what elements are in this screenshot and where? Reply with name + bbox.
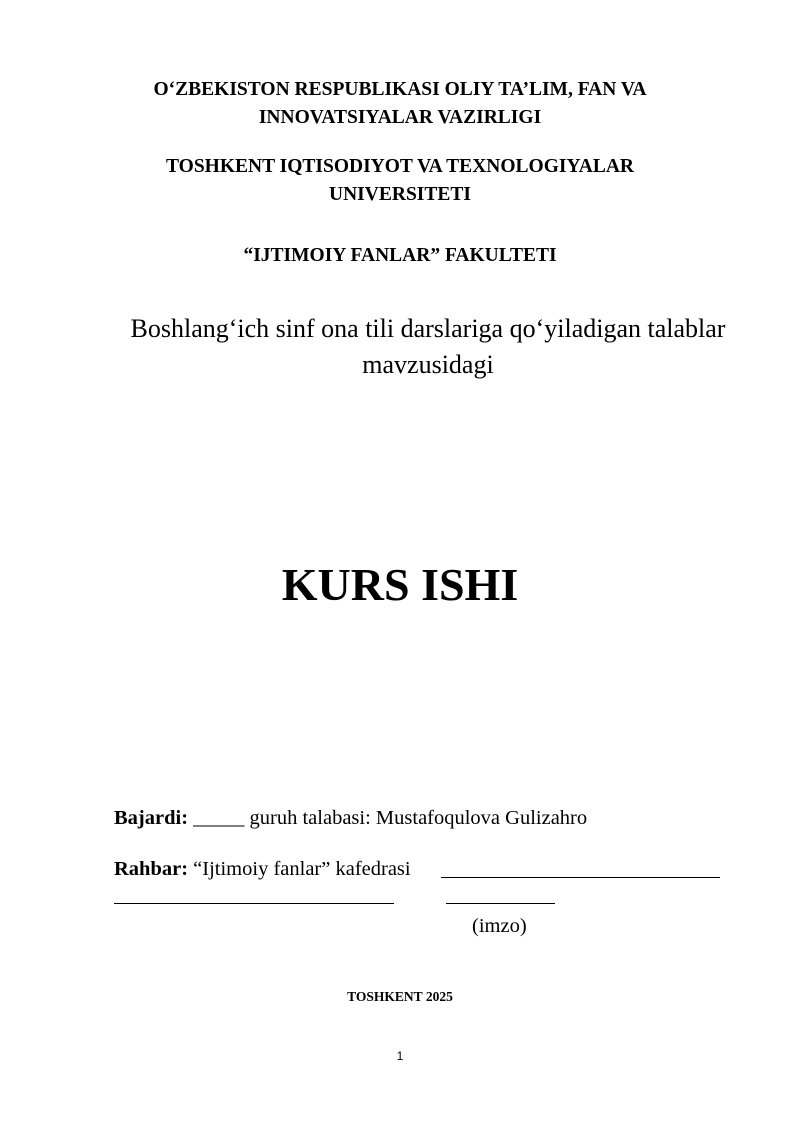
- ministry-title-line2: INNOVATSIYALAR VAZIRLIGI: [258, 107, 542, 128]
- ministry-title-line1: O‘ZBEKISTON RESPUBLIKASI OLIY TA’LIM, FAN VA: [153, 79, 647, 100]
- topic-title-line2: mavzusidagi: [362, 350, 494, 379]
- page-number: 1: [396, 1049, 404, 1063]
- supervisor-label: Rahbar:: [114, 858, 189, 880]
- topic-title: [0, 311, 800, 383]
- university-title-line2: UNIVERSITETI: [329, 184, 471, 205]
- city-year: TOSHKENT 2025: [347, 989, 453, 1004]
- supervisor-name-line: [441, 877, 720, 878]
- signature-caption: (imzo): [472, 915, 527, 937]
- supervisor-line: [114, 855, 411, 883]
- signature-line: [446, 903, 555, 904]
- ministry-title: [0, 76, 800, 132]
- university-title: [0, 153, 800, 209]
- university-title-line1: TOSHKENT IQTISODIYOT VA TEXNOLOGIYALAR: [166, 156, 634, 177]
- performer-label: Bajardi:: [114, 807, 189, 829]
- supervisor-fullname-line: [114, 903, 394, 904]
- topic-title-line1: Boshlang‘ich sinf ona tili darslariga qo‘yiladigan talablar: [130, 314, 726, 343]
- work-type-title: KURS ISHI: [281, 559, 519, 610]
- faculty-title: “IJTIMOIY FANLAR” FAKULTETI: [243, 245, 557, 266]
- supervisor-text: “Ijtimoiy fanlar” kafedrasi: [188, 858, 411, 880]
- performer-text: guruh talabasi: Mustafoqulova Gulizahro: [244, 807, 588, 829]
- performer-line: [114, 804, 587, 832]
- group-blank: _____: [193, 807, 245, 829]
